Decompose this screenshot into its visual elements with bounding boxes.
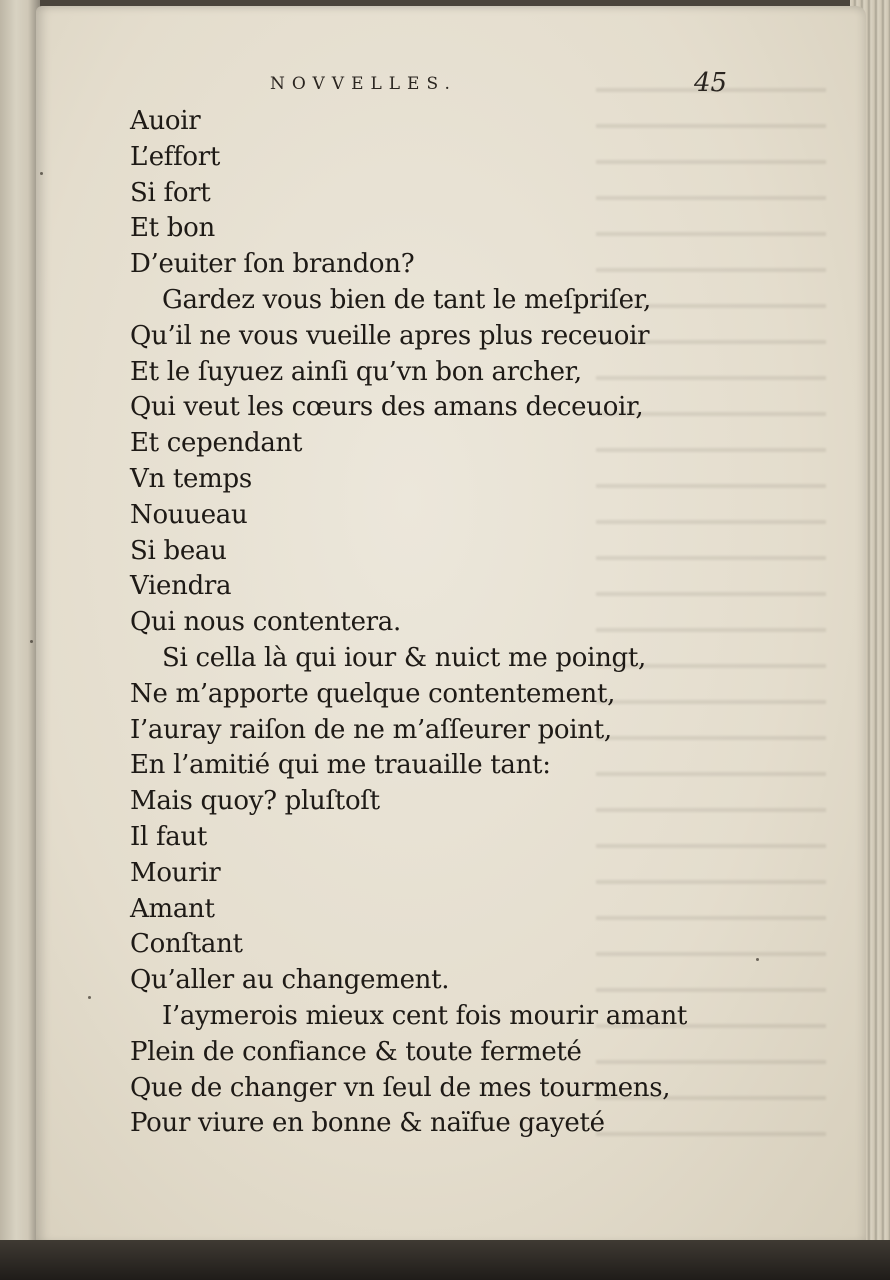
poem-line: Mais quoy? pluſtoſt bbox=[130, 786, 380, 817]
poem-line: Auoir bbox=[130, 106, 201, 136]
poem-text bbox=[130, 104, 750, 1142]
poem-line: Et cependant bbox=[130, 428, 303, 459]
poem-line: Qui veut les cœurs des amans deceuoir, bbox=[130, 392, 644, 423]
poem-line: L’effort bbox=[130, 141, 221, 172]
poem-line: Qu’il ne vous vueille apres plus receuoir bbox=[130, 320, 650, 351]
poem-line: Mourir bbox=[130, 857, 221, 888]
poem-line: Si beau bbox=[130, 535, 227, 566]
poem-line: Plein de confiance & toute fermeté bbox=[130, 1036, 582, 1067]
facing-page-edge bbox=[0, 0, 40, 1280]
poem-line: Et bon bbox=[130, 213, 215, 244]
poem-line: D’euiter ſon brandon? bbox=[130, 249, 415, 280]
poem-line: En l’amitié qui me trauaille tant: bbox=[130, 750, 551, 781]
book-cover-bottom bbox=[0, 1240, 890, 1280]
poem-line: Qui nous contentera. bbox=[130, 607, 401, 638]
poem-line: Il faut bbox=[130, 821, 208, 852]
poem-line: Vn temps bbox=[130, 463, 252, 494]
ink-speck bbox=[40, 172, 43, 175]
poem-line: Amant bbox=[130, 893, 215, 924]
poem-line: Si cella là qui iour & nuict me poingt, bbox=[162, 642, 647, 673]
poem-line: Pour viure en bonne & naïfue gayeté bbox=[130, 1108, 605, 1139]
poem-line: Ne m’apporte quelque contentement, bbox=[130, 678, 616, 709]
poem-line: Que de changer vn ſeul de mes tourmens, bbox=[130, 1072, 671, 1103]
page-number: 45 bbox=[694, 68, 728, 98]
poem-line: Conſtant bbox=[130, 929, 243, 960]
poem-line: Et le ſuyuez ainſi qu’vn bon archer, bbox=[130, 356, 582, 387]
running-title: NOVVELLES. bbox=[270, 74, 457, 94]
poem-line: I’auray raiſon de ne m’aſſeurer point, bbox=[130, 714, 612, 745]
ink-speck bbox=[88, 996, 91, 999]
poem-line: Si fort bbox=[130, 177, 211, 208]
poem-line: Nouueau bbox=[130, 499, 248, 530]
poem-line: Gardez vous bien de tant le meſpriſer, bbox=[162, 284, 651, 315]
poem-line: Qu’aller au changement. bbox=[130, 965, 450, 996]
ink-speck bbox=[30, 640, 33, 643]
poem-line: I’aymerois mieux cent fois mourir amant bbox=[162, 1000, 688, 1031]
ink-speck bbox=[756, 958, 759, 961]
poem-line: Viendra bbox=[130, 571, 232, 602]
